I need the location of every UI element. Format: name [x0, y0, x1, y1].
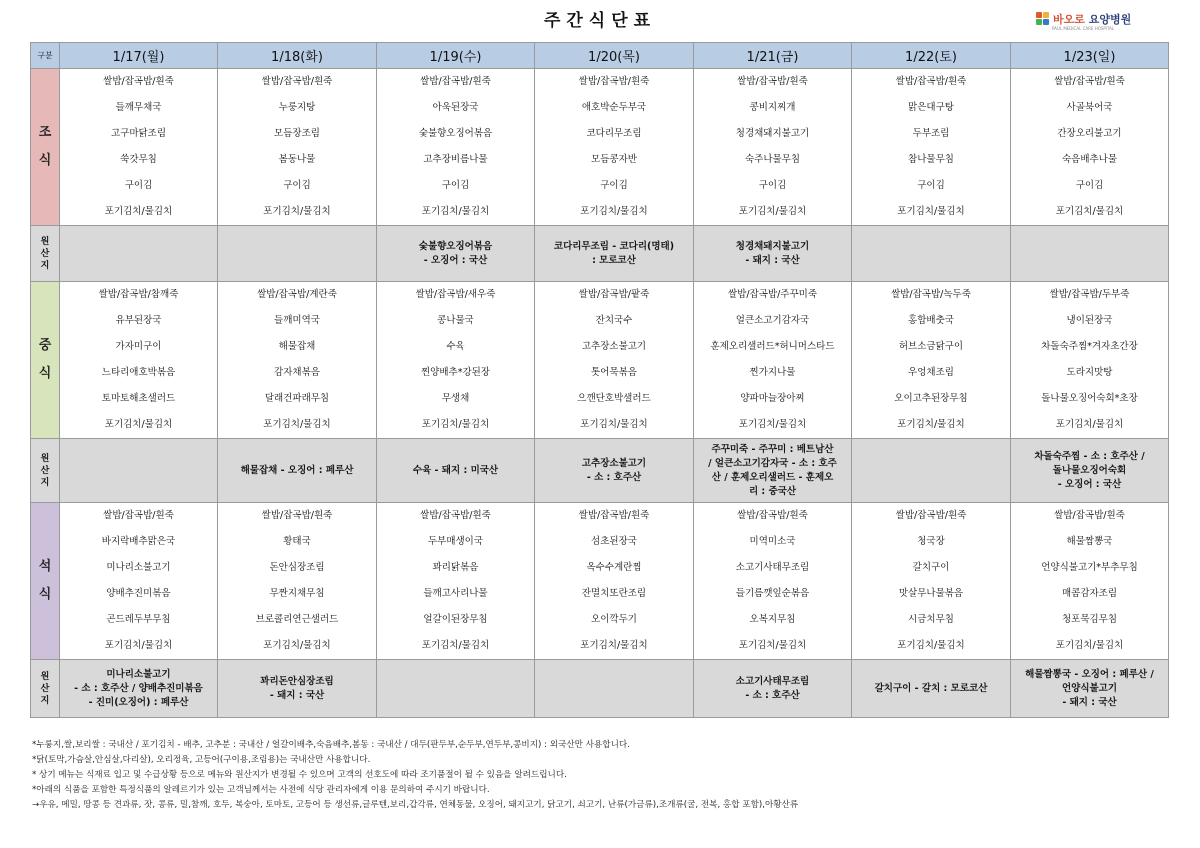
origin-label [31, 439, 60, 503]
origin-line: 갈치구이 - 갈치 : 모로코산 [874, 682, 988, 694]
menu-item: 포기김치/물김치 [1055, 206, 1124, 217]
menu-item: 봄동나물 [278, 154, 316, 165]
origin-line: - 돼지 : 국산 [1062, 696, 1117, 708]
menu-item: 옥수수계란찜 [586, 562, 642, 573]
menu-item: 토마토해초샐러드 [101, 393, 176, 404]
origin-label-char: 산 [40, 465, 50, 476]
dinner-menu-cell [218, 503, 377, 660]
menu-item: 쌀밥/잡곡밥/흰죽 [261, 510, 333, 521]
meal-label-char: 식 [38, 153, 52, 168]
dinner-row [31, 503, 1169, 660]
menu-item: 포기김치/물김치 [104, 419, 173, 430]
menu-item: 포기김치/물김치 [738, 419, 807, 430]
menu-item: 쌀밥/잡곡밥/참깨죽 [98, 289, 179, 300]
menu-item: 찐가지나물 [749, 367, 796, 378]
menu-item: 쌀밥/잡곡밥/흰죽 [895, 510, 967, 521]
dinner-menu-cell [535, 503, 694, 660]
origin-label [31, 226, 60, 282]
menu-item: 포기김치/물김치 [421, 640, 490, 651]
menu-item: 포기김치/물김치 [580, 206, 648, 217]
origin-line: - 오징어 : 국산 [423, 254, 488, 266]
menu-item: 숙음배추나물 [1061, 154, 1118, 165]
menu-item: 차돌숙주찜*겨자초간장 [1041, 341, 1138, 352]
origin-line: 해물잡채 - 오징어 : 페루산 [240, 464, 354, 476]
breakfast-menu-cell [535, 69, 694, 226]
menu-item: 오이깍두기 [591, 614, 637, 625]
menu-item: 참나물무침 [908, 154, 954, 165]
breakfast-menu-cell [60, 69, 218, 226]
hospital-name-accent: 바오로 [1053, 13, 1085, 26]
menu-item: 가자미구이 [115, 341, 162, 352]
day-header: 1/18(화) [218, 43, 377, 69]
menu-item: 포기김치/물김치 [897, 640, 965, 651]
origin-line: - 돼지 : 국산 [269, 689, 325, 701]
menu-item: 고구마닭조림 [110, 128, 167, 139]
day-header: 1/19(수) [377, 43, 535, 69]
breakfast-menu-cell [218, 69, 377, 226]
menu-item: 포기김치/물김치 [580, 419, 648, 430]
menu-item: 맑은대구탕 [908, 102, 954, 113]
origin-line: 소고기사태무조림 [735, 675, 810, 687]
menu-item: 해물잡채 [278, 341, 316, 352]
lunch-menu-cell [1011, 282, 1169, 439]
origin-cell [60, 226, 218, 282]
menu-item: 쌀밥/잡곡밥/흰죽 [261, 76, 333, 87]
lunch-menu-cell [218, 282, 377, 439]
menu-item: 쌀밥/잡곡밥/새우죽 [415, 289, 496, 300]
origin-cell [377, 660, 535, 718]
breakfast-menu-cell [852, 69, 1011, 226]
menu-item: 두부조림 [912, 128, 950, 139]
footnote-line: * 상기 메뉴는 식재료 입고 및 수급상황 등으로 메뉴와 원산지가 변경될 수 있으며 고객의 선호도에 따라 조기품절이 될 수 있음을 알려드립니다. [32, 770, 567, 780]
origin-line: 언양식불고기 [1061, 682, 1118, 694]
hospital-name [1053, 11, 1131, 27]
lunch-menu-cell [852, 282, 1011, 439]
menu-item: 쌀밥/잡곡밥/흰죽 [895, 76, 967, 87]
menu-item: 포기김치/물김치 [1055, 640, 1124, 651]
menu-item: 오이고추된장무침 [894, 393, 968, 404]
menu-item: 숙주나물무침 [744, 154, 801, 165]
menu-item: 미나리소불고기 [106, 562, 171, 573]
menu-item: 소고기사태무조림 [735, 562, 810, 573]
menu-item: 구이김 [283, 180, 311, 191]
origin-line: 주꾸미죽 - 주꾸미 : 베트남산 [711, 443, 834, 455]
menu-item: 돌나물오징어숙회*초장 [1041, 393, 1138, 404]
dinner-menu-cell [60, 503, 218, 660]
menu-item: 곤드레두부무침 [106, 614, 171, 625]
menu-item: 얼큰소고기감자국 [735, 315, 810, 326]
origin-label-char: 산 [40, 683, 50, 694]
header-row [31, 43, 1169, 69]
origin-line: 산 / 훈제오리샐러드 - 훈제오 [711, 471, 834, 483]
lunch-menu-cell [377, 282, 535, 439]
origin-line: 돌나물오징어숙회 [1052, 464, 1127, 476]
day-header: 1/23(일) [1011, 43, 1169, 69]
origin-label [31, 660, 60, 718]
menu-item: 으깬단호박샐러드 [577, 393, 651, 404]
meal-label-char: 석 [38, 559, 52, 574]
origin-label-char: 지 [40, 477, 50, 488]
menu-item: 쑥갓무침 [120, 154, 157, 165]
menu-item: 고추장비름나물 [423, 154, 488, 165]
menu-item: 포기김치/물김치 [421, 419, 490, 430]
menu-item: 포기김치/물김치 [1055, 419, 1124, 430]
menu-item: 포기김치/물김치 [738, 206, 807, 217]
menu-item: 구이김 [1075, 180, 1104, 191]
menu-item: 잔치국수 [595, 315, 633, 326]
menu-item: 포기김치/물김치 [104, 206, 173, 217]
weekly-menu-table [30, 42, 1169, 718]
origin-line: / 얼큰소고기감자국 - 소 : 호주 [708, 457, 837, 469]
menu-item: 허브소금닭구이 [898, 341, 964, 352]
origin-cell [60, 660, 218, 718]
origin-line: : 모로코산 [592, 254, 636, 266]
menu-item: 쌀밥/잡곡밥/흰죽 [737, 510, 808, 521]
dinner-menu-cell [694, 503, 852, 660]
lunch-menu-cell [535, 282, 694, 439]
origin-line: 리 : 중국산 [748, 485, 797, 497]
menu-item: 바지락배추맑은국 [101, 536, 176, 547]
menu-item: 들기름깻잎순볶음 [735, 588, 810, 599]
breakfast-menu-cell [377, 69, 535, 226]
origin-cell [218, 439, 377, 503]
menu-item: 청경채돼지불고기 [735, 128, 810, 139]
menu-item: 아욱된장국 [432, 102, 479, 113]
menu-item: 포기김치/물김치 [104, 640, 173, 651]
breakfast-menu-cell [1011, 69, 1169, 226]
origin-line: - 돼지 : 국산 [745, 254, 800, 266]
menu-item: 언양식불고기*부추무침 [1041, 562, 1138, 573]
menu-item: 톳어묵볶음 [591, 367, 637, 378]
dinner-label [31, 503, 60, 660]
menu-item: 양배추진미볶음 [106, 588, 171, 599]
menu-item: 유부된장국 [115, 315, 162, 326]
origin-line: 숯불향오징어볶음 [418, 240, 493, 252]
menu-item: 고추장소불고기 [581, 341, 647, 352]
menu-item: 두부매생이국 [427, 536, 484, 547]
menu-item: 쌀밥/잡곡밥/흰죽 [420, 76, 491, 87]
menu-item: 느타리애호박볶음 [101, 367, 176, 378]
origin-cell [377, 226, 535, 282]
menu-item: 포기김치/물김치 [263, 640, 331, 651]
menu-item: 구이김 [758, 180, 787, 191]
origin-label-char: 지 [40, 260, 50, 271]
origin-cell [694, 226, 852, 282]
day-header: 1/21(금) [694, 43, 852, 69]
menu-item: 포기김치/물김치 [263, 206, 331, 217]
menu-item: 무짠지채무침 [269, 588, 325, 599]
origin-cell [218, 226, 377, 282]
menu-item: 미역미소국 [749, 536, 796, 547]
origin-cell [1011, 226, 1169, 282]
footnotes [32, 738, 1172, 813]
breakfast-origin-row [31, 226, 1169, 282]
origin-line: - 소 : 호주산 / 양배추진미볶음 [74, 682, 203, 694]
origin-label-char: 원 [40, 453, 50, 464]
menu-item: 감자채볶음 [274, 367, 320, 378]
origin-cell [535, 226, 694, 282]
origin-line: - 소 : 호주산 [745, 689, 800, 701]
origin-line: - 진미(오징어) : 페루산 [88, 696, 189, 708]
origin-cell [1011, 439, 1169, 503]
menu-item: 모듬콩자반 [591, 154, 637, 165]
footnote-line: *아래의 식품을 포함한 특정식품의 알레르기가 있는 고객님께서는 사전에 식당 관리자에게 이용 문의하여 주시기 바랍니다. [32, 785, 490, 795]
lunch-label [31, 282, 60, 439]
origin-label-char: 원 [40, 236, 50, 247]
origin-line: - 소 : 호주산 [586, 471, 642, 483]
menu-item: 쌀밥/잡곡밥/흰죽 [578, 510, 650, 521]
menu-item: 코다리무조림 [586, 128, 642, 139]
menu-item: 구이김 [600, 180, 628, 191]
footnote-line: *닭(토막,가슴살,안심살,다리살), 오리정육, 고등어(구이용,조림용)는 국내산만 사용합니다. [32, 755, 371, 765]
menu-item: 쌀밥/잡곡밥/흰죽 [103, 76, 174, 87]
menu-item: 홍합배춧국 [908, 315, 954, 326]
menu-item: 달래건파래무침 [264, 393, 330, 404]
origin-cell [535, 660, 694, 718]
day-header: 1/17(월) [60, 43, 218, 69]
menu-item: 쌀밥/잡곡밥/흰죽 [578, 76, 650, 87]
hospital-logo-icon [1036, 12, 1050, 26]
menu-item: 쌀밥/잡곡밥/주꾸미죽 [728, 289, 817, 300]
menu-item: 냉이된장국 [1066, 315, 1113, 326]
menu-item: 브로콜리연근샐러드 [255, 614, 339, 625]
menu-item: 포기김치/물김치 [897, 206, 965, 217]
menu-item: 쌀밥/잡곡밥/두부죽 [1049, 289, 1130, 300]
menu-item: 간장오리불고기 [1057, 128, 1122, 139]
menu-item: 들깨고사리나물 [423, 588, 488, 599]
hospital-name-suffix: 요양병원 [1088, 13, 1132, 26]
origin-line: - 오징어 : 국산 [1057, 478, 1122, 490]
menu-item: 수육 [446, 341, 465, 352]
menu-item: 쌀밥/잡곡밥/계란죽 [257, 289, 337, 300]
menu-item: 구이김 [441, 180, 470, 191]
menu-item: 포기김치/물김치 [738, 640, 807, 651]
origin-cell [60, 439, 218, 503]
menu-item: 쌀밥/잡곡밥/팥죽 [578, 289, 650, 300]
origin-line: 꽈리돈안심장조림 [260, 675, 334, 687]
menu-item: 들깨미역국 [274, 315, 320, 326]
menu-item: 시금치무침 [908, 614, 954, 625]
menu-item: 오복지무침 [749, 614, 796, 625]
menu-item: 들깨무채국 [115, 102, 162, 113]
lunch-menu-cell [60, 282, 218, 439]
meal-label-char: 조 [38, 125, 52, 140]
origin-cell [694, 660, 852, 718]
origin-cell [218, 660, 377, 718]
menu-item: 포기김치/물김치 [421, 206, 490, 217]
menu-item: 구이김 [917, 180, 945, 191]
origin-line: 차돌숙주찜 - 소 : 호주산 / [1034, 450, 1145, 462]
origin-cell [694, 439, 852, 503]
day-header: 1/20(목) [535, 43, 694, 69]
origin-label-char: 지 [40, 695, 50, 706]
menu-item: 누룽지탕 [278, 102, 316, 113]
menu-item: 콩비지찌개 [749, 102, 796, 113]
page-title: 주간식단표 [543, 11, 657, 31]
origin-line: 미나리소불고기 [106, 668, 171, 680]
menu-item: 훈제오리샐러드*허니머스타드 [710, 341, 835, 352]
menu-item: 잔멸치또란조림 [581, 588, 647, 599]
meal-label-char: 식 [38, 587, 52, 602]
menu-item: 포기김치/물김치 [580, 640, 648, 651]
dinner-menu-cell [852, 503, 1011, 660]
origin-label-char: 원 [40, 671, 50, 682]
menu-item: 사골북어국 [1066, 102, 1113, 113]
menu-item: 구이김 [124, 180, 153, 191]
menu-item: 쌀밥/잡곡밥/흰죽 [1054, 76, 1125, 87]
dinner-origin-row [31, 660, 1169, 718]
origin-line: 고추장소불고기 [581, 457, 647, 469]
menu-item: 해물짬뽕국 [1066, 536, 1113, 547]
menu-item: 찐양배추*강된장 [421, 367, 490, 378]
breakfast-menu-cell [694, 69, 852, 226]
menu-item: 양파마늘장아찌 [740, 393, 805, 404]
menu-item: 갈치구이 [912, 562, 950, 573]
menu-item: 맛살무나물볶음 [898, 588, 964, 599]
origin-label-char: 산 [40, 248, 50, 259]
menu-item: 얼갈이된장무침 [423, 614, 488, 625]
menu-item: 우엉채조림 [908, 367, 954, 378]
menu-item: 매콤감자조림 [1061, 588, 1118, 599]
origin-cell [535, 439, 694, 503]
gubun-header: 구분 [31, 43, 60, 69]
menu-item: 포기김치/물김치 [263, 419, 331, 430]
menu-item: 꽈리닭볶음 [432, 562, 479, 573]
menu-item: 모듬장조림 [274, 128, 320, 139]
origin-line: 청경채돼지불고기 [735, 240, 810, 252]
origin-cell [1011, 660, 1169, 718]
origin-cell [852, 226, 1011, 282]
breakfast-row [31, 69, 1169, 226]
origin-line: 수육 - 돼지 : 미국산 [412, 464, 499, 476]
menu-item: 청국장 [917, 536, 945, 547]
breakfast-label [31, 69, 60, 226]
menu-item: 쌀밥/잡곡밥/흰죽 [1054, 510, 1125, 521]
origin-cell [852, 660, 1011, 718]
menu-item: 쌀밥/잡곡밥/흰죽 [420, 510, 491, 521]
origin-line: 해물짬뽕국 - 오징어 : 페루산 / [1025, 668, 1154, 680]
lunch-row [31, 282, 1169, 439]
menu-item: 도라지맛탕 [1066, 367, 1113, 378]
day-header: 1/22(토) [852, 43, 1011, 69]
menu-item: 숯불향오징어볶음 [418, 128, 493, 139]
menu-item: 쌀밥/잡곡밥/흰죽 [737, 76, 808, 87]
origin-cell [377, 439, 535, 503]
meal-label-char: 식 [38, 366, 52, 381]
menu-item: 콩나물국 [437, 315, 474, 326]
footnote-line: *누룽지,쌀,보리쌀 : 국내산 / 포기김치 - 배추, 고추분 : 국내산 / 얼갈이배추,숙음배추,봄동 : 국내산 / 대두(판두부,순두부,연두부,콩비지) : 외국산만 사용합니다. [32, 740, 630, 750]
menu-item: 쌀밥/잡곡밥/녹두죽 [891, 289, 971, 300]
origin-cell [852, 439, 1011, 503]
menu-item: 청포묵김무침 [1061, 614, 1118, 625]
menu-item: 애호박순두부국 [581, 102, 647, 113]
menu-item: 쌀밥/잡곡밥/흰죽 [103, 510, 174, 521]
dinner-menu-cell [1011, 503, 1169, 660]
lunch-origin-row [31, 439, 1169, 503]
menu-item: 포기김치/물김치 [897, 419, 965, 430]
footnote-line: →우유, 메밀, 땅콩 등 견과류, 잣, 콩류, 밀,참깨, 호두, 복숭아, 토마토, 고등어 등 생선류,글루텐,보리,갑각류, 연체동물, 오징어, 돼지고기, 닭고기, 쇠고기, 난류(가금류),조개류(굴, 전복, 홍합 포함),아황산류 [32, 800, 799, 810]
menu-item: 무생채 [441, 393, 470, 404]
menu-item: 섬초된장국 [591, 536, 637, 547]
hospital-english-name: PAUL MEDICAL CARE HOSPITAL [1052, 26, 1115, 31]
origin-line: 코다리무조림 - 코다리(명태) [553, 240, 675, 252]
dinner-menu-cell [377, 503, 535, 660]
lunch-menu-cell [694, 282, 852, 439]
menu-item: 황태국 [283, 536, 311, 547]
meal-label-char: 중 [38, 338, 52, 353]
menu-item: 돈안심장조림 [269, 562, 325, 573]
